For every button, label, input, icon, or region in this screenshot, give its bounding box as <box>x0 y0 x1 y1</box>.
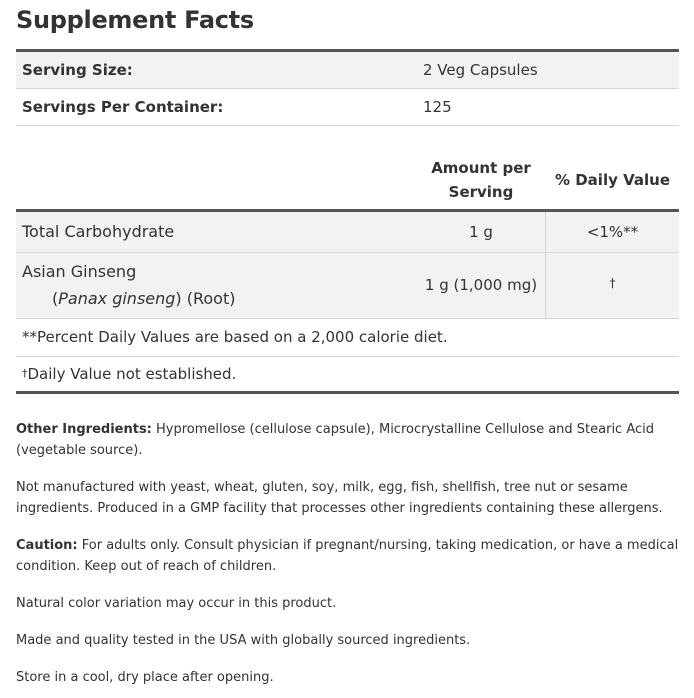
page-title: Supplement Facts <box>16 6 254 34</box>
made-in-usa-note: Made and quality tested in the USA with globally sourced ingredients. <box>16 633 471 648</box>
row-divider <box>16 356 679 357</box>
nutrient-source <box>52 289 235 308</box>
dagger-footnote <box>22 365 236 383</box>
row-divider <box>16 318 679 319</box>
caution-statement <box>16 535 681 577</box>
amount-header-line2: Serving <box>448 183 514 201</box>
serving-size-row <box>16 52 679 88</box>
bottom-rule <box>16 391 679 394</box>
dagger-mark: † <box>22 367 28 380</box>
nutrient-amount: 1 g (1,000 mg) <box>424 276 538 294</box>
row-divider <box>16 125 679 126</box>
serving-size-label: Serving Size: <box>22 61 133 79</box>
amount-header-line1: Amount per <box>431 159 531 177</box>
nutrient-name: Total Carbohydrate <box>22 222 175 241</box>
servings-per-container-row <box>16 89 679 125</box>
caution-label: Caution: <box>16 538 78 553</box>
table-row <box>16 212 679 252</box>
nutrient-name: Asian Ginseng <box>22 262 137 281</box>
table-row <box>16 253 679 318</box>
color-variation-note: Natural color variation may occur in this product. <box>16 596 337 611</box>
allergen-statement: Not manufactured with yeast, wheat, gluten, soy, milk, egg, fish, shellfish, tree nut or sesame ingredients. Produced in a GMP facility that processes other ingredients containing these allergens. <box>16 480 663 516</box>
servings-per-container-label: Servings Per Container: <box>22 98 224 116</box>
servings-per-container-value: 125 <box>423 98 452 116</box>
percent-daily-footnote: **Percent Daily Values are based on a 2,000 calorie diet. <box>22 328 448 346</box>
source-part: ) (Root) <box>175 289 236 308</box>
other-ingredients-label: Other Ingredients: <box>16 422 152 437</box>
nutrient-daily-value: <1%** <box>586 223 639 241</box>
other-ingredients-text: Hypromellose (cellulose capsule), Microcrystalline Cellulose and Stearic Acid (vegetable source). <box>16 422 655 458</box>
nutrient-daily-value: † <box>609 276 616 290</box>
source-latin-name: Panax ginseng <box>58 289 176 308</box>
dagger-text: Daily Value not established. <box>27 365 237 383</box>
source-open-paren: ( <box>52 289 59 308</box>
serving-size-value: 2 Veg Capsules <box>423 61 538 79</box>
amount-per-serving-header <box>416 156 546 204</box>
storage-note: Store in a cool, dry place after opening. <box>16 670 274 685</box>
nutrient-amount: 1 g <box>469 223 493 241</box>
daily-value-header: % Daily Value <box>554 171 670 189</box>
caution-text: For adults only. Consult physician if pregnant/nursing, taking medication, or have a medical condition. Keep out of reach of children. <box>16 538 679 574</box>
other-ingredients <box>16 419 681 461</box>
